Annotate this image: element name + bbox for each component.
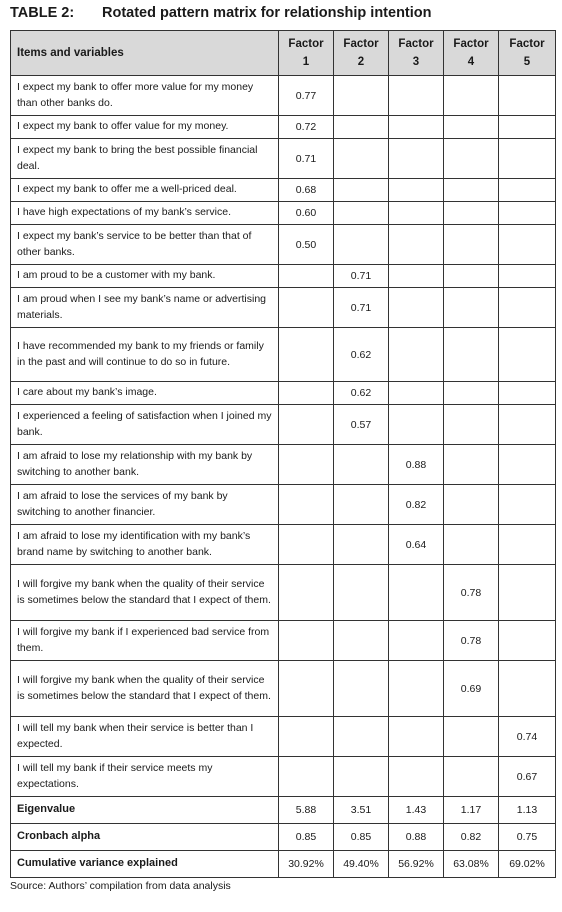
factor-3-loading	[389, 288, 444, 328]
factor-1-loading: 0.50	[279, 225, 334, 265]
factor-4-summary-value: 63.08%	[444, 851, 499, 878]
factor-3-loading	[389, 328, 444, 382]
factor-4-header: Factor 4	[444, 31, 499, 76]
factor-3-summary-value: 0.88	[389, 824, 444, 851]
factor-1-loading	[279, 525, 334, 565]
factor-3-loading	[389, 76, 444, 116]
factor-2-loading	[334, 116, 389, 139]
factor-4-loading	[444, 445, 499, 485]
table-row	[11, 621, 556, 661]
item-label: I have recommended my bank to my friends or family in the past and will continue to do so in future.	[11, 328, 279, 382]
factor-1-header: Factor 1	[279, 31, 334, 76]
table-title	[10, 5, 555, 21]
item-label: I will forgive my bank when the quality of their service is sometimes below the standard that I expect of them.	[11, 661, 279, 717]
item-label: I experienced a feeling of satisfaction when I joined my bank.	[11, 405, 279, 445]
item-label: I am afraid to lose the services of my bank by switching to another financier.	[11, 485, 279, 525]
factor-5-summary-value: 0.75	[499, 824, 556, 851]
factor-4-loading: 0.78	[444, 621, 499, 661]
factor-1-loading	[279, 328, 334, 382]
factor-2-loading	[334, 717, 389, 757]
factor-1-loading	[279, 382, 334, 405]
item-label: I am afraid to lose my relationship with my bank by switching to another bank.	[11, 445, 279, 485]
factor-2-loading	[334, 225, 389, 265]
factor-5-loading	[499, 202, 556, 225]
table-caption: Rotated pattern matrix for relationship intention	[102, 5, 432, 21]
factor-5-loading	[499, 485, 556, 525]
header-row	[11, 31, 556, 76]
factor-2-loading: 0.62	[334, 328, 389, 382]
factor-4-loading: 0.78	[444, 565, 499, 621]
factor-3-loading: 0.64	[389, 525, 444, 565]
factor-1-loading	[279, 445, 334, 485]
factor-2-loading	[334, 485, 389, 525]
table-row	[11, 382, 556, 405]
factor-3-loading	[389, 661, 444, 717]
table-row	[11, 405, 556, 445]
factor-1-loading	[279, 661, 334, 717]
factor-1-loading	[279, 621, 334, 661]
factor-5-header: Factor 5	[499, 31, 556, 76]
factor-2-loading: 0.57	[334, 405, 389, 445]
factor-1-loading: 0.71	[279, 139, 334, 179]
summary-row	[11, 851, 556, 878]
factor-5-loading	[499, 621, 556, 661]
factor-3-loading	[389, 565, 444, 621]
factor-4-summary-value: 0.82	[444, 824, 499, 851]
factor-5-loading	[499, 661, 556, 717]
table-row	[11, 757, 556, 797]
item-label: I will tell my bank when their service is better than I expected.	[11, 717, 279, 757]
factor-2-summary-value: 3.51	[334, 797, 389, 824]
factor-2-loading: 0.71	[334, 265, 389, 288]
factor-2-loading	[334, 757, 389, 797]
factor-4-loading	[444, 717, 499, 757]
factor-4-loading	[444, 116, 499, 139]
factor-3-loading: 0.82	[389, 485, 444, 525]
factor-5-loading	[499, 288, 556, 328]
table-row	[11, 265, 556, 288]
item-label: I expect my bank to offer more value for my money than other banks do.	[11, 76, 279, 116]
factor-2-loading: 0.62	[334, 382, 389, 405]
factor-5-loading	[499, 525, 556, 565]
item-label: I am proud to be a customer with my bank.	[11, 265, 279, 288]
factor-4-loading: 0.69	[444, 661, 499, 717]
factor-3-loading	[389, 382, 444, 405]
factor-5-loading	[499, 265, 556, 288]
factor-1-loading	[279, 565, 334, 621]
table-row	[11, 525, 556, 565]
factor-4-loading	[444, 265, 499, 288]
factor-3-header: Factor 3	[389, 31, 444, 76]
factor-5-loading	[499, 405, 556, 445]
factor-4-summary-value: 1.17	[444, 797, 499, 824]
summary-label: Cumulative variance explained	[11, 851, 279, 878]
table-row	[11, 179, 556, 202]
factor-4-loading	[444, 405, 499, 445]
item-label: I will tell my bank if their service meets my expectations.	[11, 757, 279, 797]
items-header: Items and variables	[11, 31, 279, 76]
factor-5-loading	[499, 565, 556, 621]
factor-4-loading	[444, 485, 499, 525]
factor-5-loading	[499, 116, 556, 139]
factor-1-loading	[279, 265, 334, 288]
factor-1-loading	[279, 485, 334, 525]
table-row	[11, 202, 556, 225]
summary-row	[11, 797, 556, 824]
factor-4-loading	[444, 225, 499, 265]
factor-2-loading	[334, 179, 389, 202]
item-label: I will forgive my bank when the quality of their service is sometimes below the standard that I expect of them.	[11, 565, 279, 621]
factor-3-loading	[389, 717, 444, 757]
table-number: TABLE 2:	[10, 5, 75, 21]
factor-5-loading	[499, 225, 556, 265]
factor-4-loading	[444, 525, 499, 565]
factor-4-loading	[444, 328, 499, 382]
factor-4-loading	[444, 382, 499, 405]
factor-5-summary-value: 1.13	[499, 797, 556, 824]
factor-3-loading	[389, 757, 444, 797]
factor-4-loading	[444, 139, 499, 179]
factor-2-loading	[334, 76, 389, 116]
factor-3-summary-value: 56.92%	[389, 851, 444, 878]
factor-3-summary-value: 1.43	[389, 797, 444, 824]
table-row	[11, 445, 556, 485]
item-label: I care about my bank’s image.	[11, 382, 279, 405]
table-row	[11, 485, 556, 525]
factor-1-loading: 0.68	[279, 179, 334, 202]
factor-1-loading: 0.60	[279, 202, 334, 225]
table-row	[11, 116, 556, 139]
factor-5-loading	[499, 76, 556, 116]
item-label: I expect my bank to offer value for my money.	[11, 116, 279, 139]
factor-1-summary-value: 30.92%	[279, 851, 334, 878]
factor-1-summary-value: 0.85	[279, 824, 334, 851]
table-row	[11, 565, 556, 621]
factor-1-summary-value: 5.88	[279, 797, 334, 824]
factor-1-loading	[279, 757, 334, 797]
factor-2-loading: 0.71	[334, 288, 389, 328]
factor-2-loading	[334, 621, 389, 661]
factor-4-loading	[444, 202, 499, 225]
factor-3-loading	[389, 225, 444, 265]
factor-1-loading	[279, 288, 334, 328]
factor-3-loading	[389, 116, 444, 139]
factor-2-loading	[334, 139, 389, 179]
factor-1-loading	[279, 405, 334, 445]
factor-4-loading	[444, 179, 499, 202]
table-row	[11, 717, 556, 757]
summary-label: Cronbach alpha	[11, 824, 279, 851]
pattern-matrix-table	[10, 30, 556, 878]
source-note: Source: Authors’ compilation from data analysis	[10, 880, 231, 892]
table-row	[11, 328, 556, 382]
factor-4-loading	[444, 76, 499, 116]
factor-2-loading	[334, 565, 389, 621]
factor-4-loading	[444, 757, 499, 797]
factor-5-loading	[499, 328, 556, 382]
factor-3-loading	[389, 139, 444, 179]
table-row	[11, 661, 556, 717]
factor-2-loading	[334, 525, 389, 565]
table-row	[11, 288, 556, 328]
table-row	[11, 225, 556, 265]
factor-4-loading	[444, 288, 499, 328]
summary-row	[11, 824, 556, 851]
item-label: I am proud when I see my bank’s name or advertising materials.	[11, 288, 279, 328]
factor-1-loading	[279, 717, 334, 757]
factor-2-loading	[334, 661, 389, 717]
factor-3-loading	[389, 265, 444, 288]
factor-5-loading	[499, 382, 556, 405]
factor-5-loading	[499, 179, 556, 202]
factor-3-loading	[389, 621, 444, 661]
item-label: I am afraid to lose my identification with my bank’s brand name by switching to another bank.	[11, 525, 279, 565]
factor-2-header: Factor 2	[334, 31, 389, 76]
factor-2-loading	[334, 445, 389, 485]
factor-5-loading	[499, 445, 556, 485]
summary-label: Eigenvalue	[11, 797, 279, 824]
factor-5-loading: 0.74	[499, 717, 556, 757]
factor-1-loading: 0.72	[279, 116, 334, 139]
item-label: I expect my bank’s service to be better than that of other banks.	[11, 225, 279, 265]
item-label: I expect my bank to offer me a well-priced deal.	[11, 179, 279, 202]
factor-2-summary-value: 0.85	[334, 824, 389, 851]
item-label: I have high expectations of my bank’s service.	[11, 202, 279, 225]
factor-3-loading	[389, 405, 444, 445]
factor-3-loading	[389, 179, 444, 202]
factor-5-loading: 0.67	[499, 757, 556, 797]
table-row	[11, 76, 556, 116]
factor-5-loading	[499, 139, 556, 179]
factor-5-summary-value: 69.02%	[499, 851, 556, 878]
item-label: I expect my bank to bring the best possible financial deal.	[11, 139, 279, 179]
factor-1-loading: 0.77	[279, 76, 334, 116]
factor-3-loading	[389, 202, 444, 225]
table-row	[11, 139, 556, 179]
item-label: I will forgive my bank if I experienced bad service from them.	[11, 621, 279, 661]
factor-3-loading: 0.88	[389, 445, 444, 485]
factor-2-loading	[334, 202, 389, 225]
factor-2-summary-value: 49.40%	[334, 851, 389, 878]
